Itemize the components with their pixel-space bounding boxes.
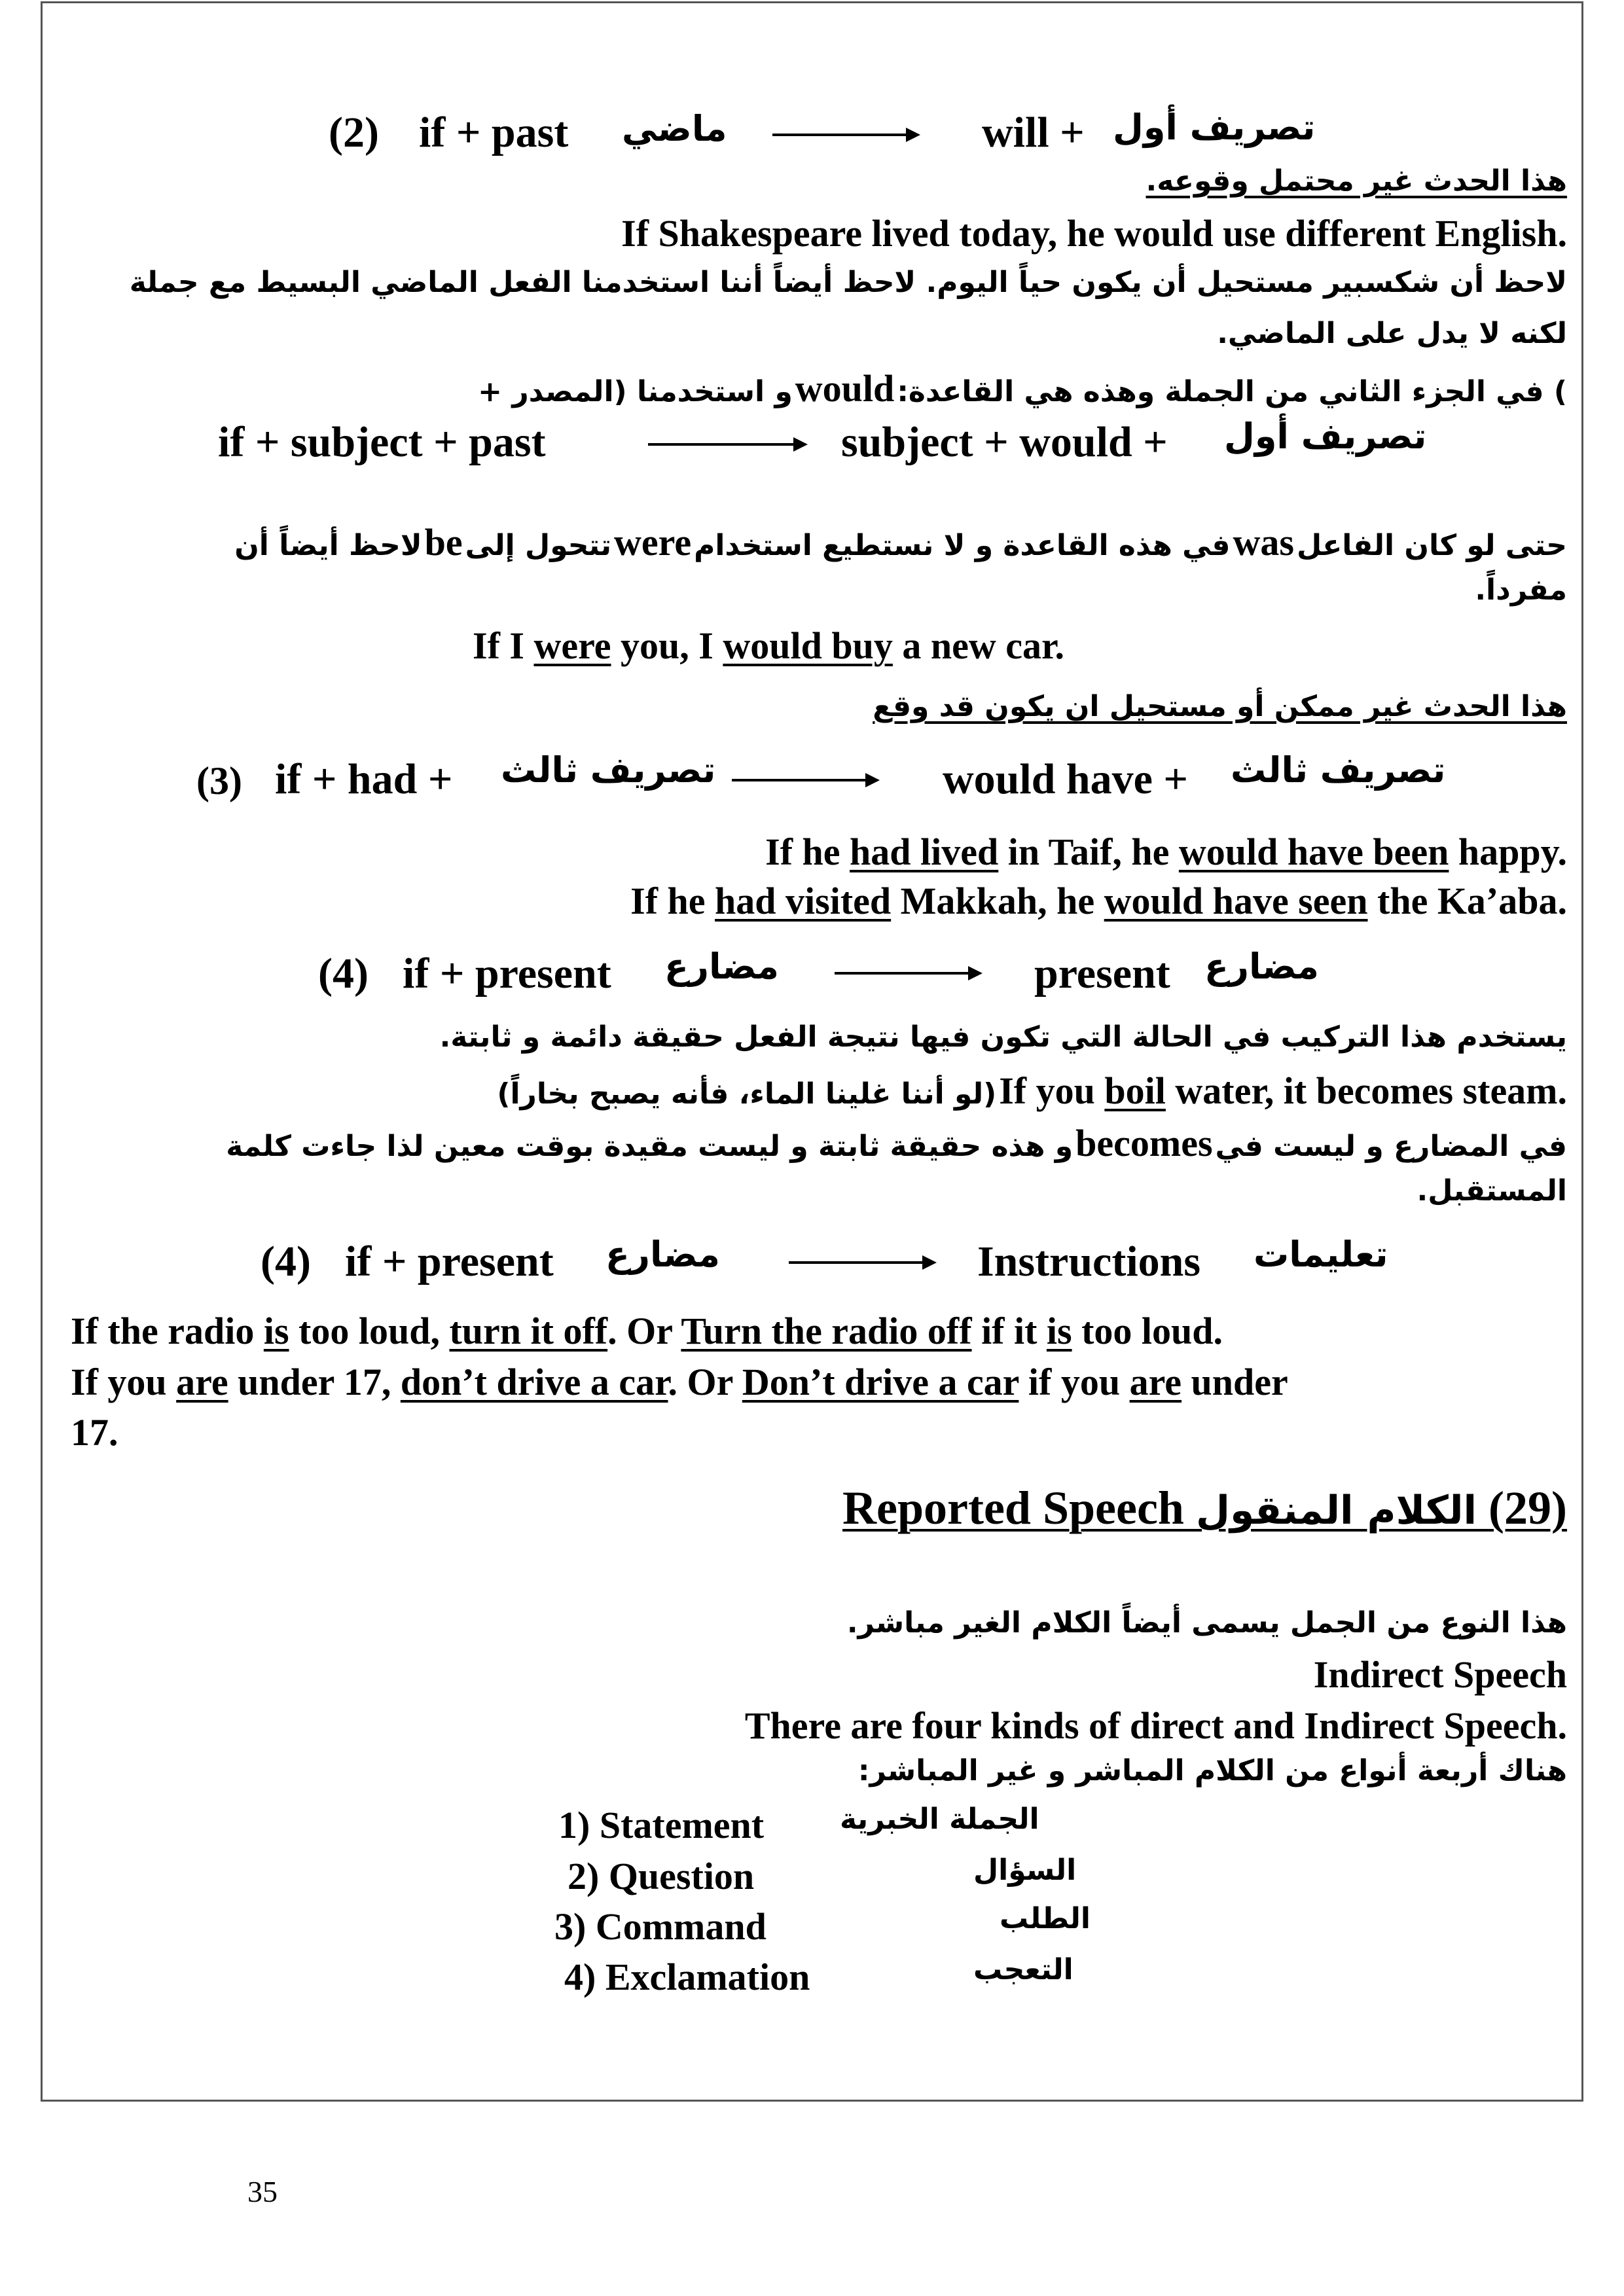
rule5-left: if + present	[345, 1238, 554, 1285]
arrow-icon	[732, 779, 877, 781]
rule3-example-2	[630, 882, 1567, 920]
formula2-right-ar: تصريف أول	[1224, 416, 1427, 457]
rule4-example	[497, 1069, 1567, 1112]
rule4-note-en: becomes	[1075, 1122, 1213, 1164]
rule2-right-ar: تصريف أول	[1113, 107, 1316, 148]
rule2-note-3-ar-end: ) في الجزء الثاني من الجملة وهذه هي القاعدة:	[897, 375, 1567, 408]
kind-item-2: 2) Question	[568, 1855, 755, 1897]
reported-heading-ar: الكلام المنقول	[1195, 1488, 1477, 1534]
rule2-left-ar: ماضي	[622, 108, 727, 149]
kind-item-2-ar: السؤال	[973, 1854, 1077, 1887]
instr-ex2-c: under 17,	[228, 1361, 401, 1403]
instr-ex1-h: is	[1046, 1310, 1072, 1352]
rule2-right: will +	[982, 109, 1085, 156]
instr-ex1-c: too loud,	[289, 1310, 450, 1352]
reported-heading-en: Reported Speech	[842, 1482, 1184, 1534]
kind-item-4-ar: التعجب	[973, 1953, 1074, 1986]
instr-ex1-i: too loud.	[1072, 1310, 1223, 1352]
be-note-en-were: were	[614, 521, 692, 564]
instr-ex1-g: if it	[971, 1310, 1047, 1352]
page-number: 35	[247, 2175, 278, 2208]
reported-heading-num: (29)	[1489, 1482, 1567, 1534]
rule3-left-ar: تصريف ثالث	[501, 749, 716, 791]
rule3-ex1-e: happy.	[1449, 831, 1567, 873]
formula2-right: subject + would +	[841, 418, 1168, 466]
arrow-icon	[789, 1261, 934, 1264]
rule4-left-ar: مضارع	[664, 946, 779, 987]
rule4-note-ar-b: في المضارع و ليست في	[1215, 1130, 1567, 1163]
rule4-right-ar: مضارع	[1204, 946, 1319, 987]
reported-speech-heading	[842, 1484, 1567, 1532]
rule3-left: if + had +	[275, 755, 453, 803]
were-example-c: you, I	[611, 624, 723, 667]
indirect-speech: Indirect Speech	[1313, 1653, 1567, 1696]
rule4-note-1	[226, 1124, 1567, 1162]
rule2-note-3-en: would	[795, 367, 895, 410]
rule4-description: يستخدم هذا التركيب في الحالة التي تكون فيها نتيجة الفعل حقيقة دائمة و ثابتة.	[439, 1020, 1567, 1054]
be-note-ar-d: حتى لو كان الفاعل	[1296, 529, 1567, 562]
kinds-sentence: There are four kinds of direct and Indirect Speech.	[744, 1704, 1567, 1747]
rule3-num: (3)	[196, 759, 242, 802]
instructions-example-1	[71, 1312, 1223, 1350]
be-note-2: مفرداً.	[1475, 573, 1567, 607]
rule2-note-2: لكنه لا يدل على الماضي.	[1217, 317, 1567, 350]
rule2-note-1: لاحظ أن شكسبير مستحيل أن يكون حياً اليوم. لاحظ أيضاً أننا استخدمنا الفعل الماضي البسيط مع جملة	[129, 266, 1567, 299]
rule2-example: If Shakespeare lived today, he would use different English.	[621, 212, 1567, 255]
instr-ex2-a: If you	[71, 1361, 177, 1403]
be-note-en-be: be	[424, 521, 463, 564]
instr-ex2-f: Don’t drive a car	[742, 1361, 1019, 1403]
rule2-description: هذا الحدث غير محتمل وقوعه.	[1146, 164, 1567, 198]
kind-item-3-ar: الطلب	[1000, 1902, 1091, 1935]
instr-ex2-h: are	[1129, 1361, 1182, 1403]
reported-description: هذا النوع من الجمل يسمى أيضاً الكلام الغير مباشر.	[846, 1606, 1567, 1640]
rule3-ex2-d: would have seen	[1104, 880, 1368, 922]
were-example-b: were	[533, 624, 611, 667]
be-note-ar-b: تتحول إلى	[465, 529, 611, 562]
rule3-ex2-c: Makkah, he	[891, 880, 1104, 922]
kind-item-1: 1) Statement	[558, 1804, 765, 1846]
rule3-right-ar: تصريف ثالث	[1231, 749, 1446, 791]
rule2-note-3	[478, 367, 1567, 410]
instr-ex1-e: . Or	[607, 1310, 681, 1352]
were-example-d: would buy	[723, 624, 893, 667]
instr-ex1-f: Turn the radio off	[681, 1310, 972, 1352]
instructions-example-2	[71, 1363, 1288, 1401]
rule4-example-a: If you	[999, 1069, 1105, 1112]
instructions-example-2-cont: 17.	[71, 1411, 118, 1454]
arrow-icon	[772, 134, 918, 136]
rule2-left: if + past	[419, 109, 569, 156]
rule4-num: (4)	[318, 950, 369, 997]
rule3-ex1-a: If he	[765, 831, 850, 873]
kind-item-3: 3) Command	[554, 1905, 767, 1948]
rule3-right: would have +	[943, 755, 1189, 803]
rule5-right: Instructions	[977, 1238, 1201, 1285]
instr-ex1-d: turn it off	[449, 1310, 608, 1352]
rule3-ex2-b: had visited	[715, 880, 892, 922]
rule3-description: هذا الحدث غير ممكن أو مستحيل ان يكون قد وقع	[873, 690, 1567, 723]
rule3-example-1	[765, 833, 1567, 871]
instr-ex2-b: are	[176, 1361, 228, 1403]
rule4-note-ar-a: و هذه حقيقة ثابتة و ليست مقيدة بوقت معين لذا جاءت كلمة	[226, 1130, 1074, 1163]
instr-ex1-a: If the radio	[71, 1310, 264, 1352]
rule4-note-2: المستقبل.	[1416, 1174, 1567, 1208]
rule4-example-b: boil	[1104, 1069, 1166, 1112]
rule3-ex1-d: would have been	[1178, 831, 1449, 873]
kind-item-1-ar: الجملة الخبرية	[840, 1803, 1039, 1836]
instr-ex2-e: . Or	[668, 1361, 742, 1403]
be-note-1	[234, 521, 1567, 564]
were-example-e: a new car.	[892, 624, 1064, 667]
rule2-note-3-ar-start: و استخدمنا (المصدر +	[478, 375, 793, 408]
instr-ex2-i: under	[1182, 1361, 1288, 1403]
rule2-num: (2)	[329, 109, 379, 156]
rule3-ex1-b: had lived	[850, 831, 999, 873]
formula2-left: if + subject + past	[218, 418, 546, 466]
be-note-en-was: was	[1233, 521, 1294, 564]
rule5-num: (4)	[261, 1238, 311, 1285]
rule3-ex2-a: If he	[630, 880, 715, 922]
rule3-ex2-e: the Ka’aba.	[1367, 880, 1567, 922]
be-note-ar-c: في هذه القاعدة و لا نستطيع استخدام	[694, 529, 1231, 562]
rule3-ex1-c: in Taif, he	[998, 831, 1179, 873]
arrow-icon	[648, 443, 805, 446]
rule4-example-ar: (لو أننا غلينا الماء، فأنه يصبح بخاراً)	[497, 1077, 997, 1111]
instr-ex1-b: is	[263, 1310, 289, 1352]
arrow-icon	[835, 972, 980, 975]
instr-ex2-g: if you	[1019, 1361, 1130, 1403]
rule5-right-ar: تعليمات	[1254, 1234, 1388, 1275]
be-note-ar-a: لاحظ أيضاً أن	[234, 529, 422, 562]
rule4-example-c: water, it becomes steam.	[1165, 1069, 1567, 1112]
rule4-right: present	[1034, 950, 1170, 997]
were-example-a: If I	[473, 624, 534, 667]
rule4-left: if + present	[403, 950, 611, 997]
rule5-left-ar: مضارع	[605, 1234, 720, 1275]
kind-item-4: 4) Exclamation	[564, 1956, 810, 1998]
instr-ex2-d: don’t drive a car	[400, 1361, 668, 1403]
kinds-sentence-ar: هناك أربعة أنواع من الكلام المباشر و غير المباشر:	[857, 1754, 1567, 1787]
were-example	[473, 624, 1064, 667]
